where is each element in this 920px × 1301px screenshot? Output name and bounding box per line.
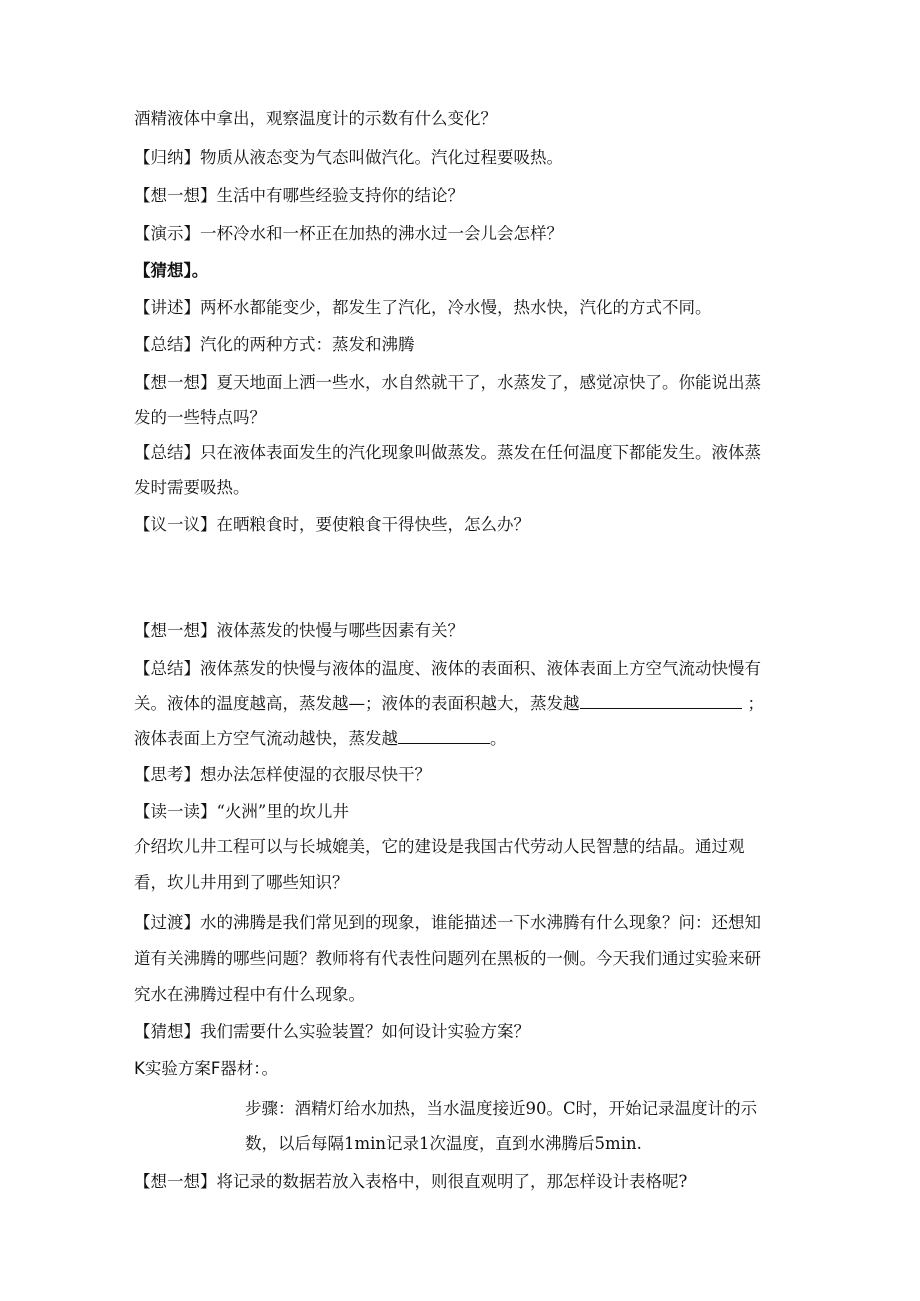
text-line: 酒精液体中拿出，观察温度计的示数有什么变化？: [134, 109, 497, 128]
text-line: 道有关沸腾的哪些问题？教师将有代表性问题列在黑板的一侧。今天我们通过实验来研: [134, 949, 761, 968]
text-segment: 。: [490, 729, 507, 748]
text-line: 【思考】想办法怎样使湿的衣服尽快干？: [134, 765, 431, 784]
text-line: 【归纳】物质从液态变为气态叫做汽化。汽化过程要吸热。: [134, 148, 563, 167]
text-line: 【讲述】两杯水都能变少，都发生了汽化，冷水慢，热水快，汽化的方式不同。: [134, 298, 712, 317]
text-segment: ；: [747, 694, 764, 713]
text-line: 【总结】液体蒸发的快慢与液体的温度、液体的表面积、液体表面上方空气流动快慢有: [134, 659, 761, 678]
text-line: [134, 692, 764, 716]
text-line: 【演示】一杯冷水和一杯正在加热的沸水过一会儿会怎样？: [134, 224, 563, 243]
text-line: 【想一想】液体蒸发的快慢与哪些因素有关？: [134, 621, 464, 640]
text-line: 数，以后每隔1min记录1次温度，直到水沸腾后5min.: [245, 1134, 642, 1153]
text-line: 发时需要吸热。: [134, 478, 250, 497]
text-segment: 关。液体的温度越高，蒸发越—；液体的表面积越大，蒸发越: [134, 694, 580, 713]
text-line: 步骤：酒精灯给水加热，当水温度接近90。C时，开始记录温度计的示: [245, 1099, 758, 1118]
text-line: 看，坎儿井用到了哪些知识？: [134, 873, 349, 892]
text-line: 【猜想】我们需要什么实验装置？如何设计实验方案？: [134, 1022, 530, 1041]
text-line: 【读一读】“火洲”里的坎儿井: [134, 802, 349, 821]
text-line: 【总结】只在液体表面发生的汽化现象叫做蒸发。蒸发在任何温度下都能发生。液体蒸: [134, 443, 761, 462]
text-line: 【想一想】将记录的数据若放入表格中，则很直观明了，那怎样设计表格呢?: [134, 1172, 688, 1191]
text-segment: 液体表面上方空气流动越快，蒸发越: [134, 729, 398, 748]
text-line: 【想一想】生活中有哪些经验支持你的结论？: [134, 186, 464, 205]
text-line: K实验方案F器材：。: [134, 1059, 279, 1078]
fill-blank[interactable]: [398, 729, 490, 744]
text-line: [134, 727, 507, 751]
text-line: 【议一议】在晒粮食时，要使粮食干得快些，怎么办？: [134, 515, 530, 534]
fill-blank[interactable]: [580, 694, 742, 709]
text-line: 发的一些特点吗？: [134, 408, 266, 427]
text-line: 【想一想】夏天地面上洒一些水，水自然就干了，水蒸发了，感觉凉快了。你能说出蒸: [134, 373, 761, 392]
text-line: 【总结】汽化的两种方式：蒸发和沸腾: [134, 335, 415, 354]
text-line: 【过渡】水的沸腾是我们常见到的现象，谁能描述一下水沸腾有什么现象？问：还想知: [134, 913, 761, 932]
text-line: 【猜想】。: [134, 261, 209, 280]
text-line: 介绍坎儿井工程可以与长城媲美，它的建设是我国古代劳动人民智慧的结晶。通过观: [134, 837, 745, 856]
text-line: 究水在沸腾过程中有什么现象。: [134, 985, 365, 1004]
